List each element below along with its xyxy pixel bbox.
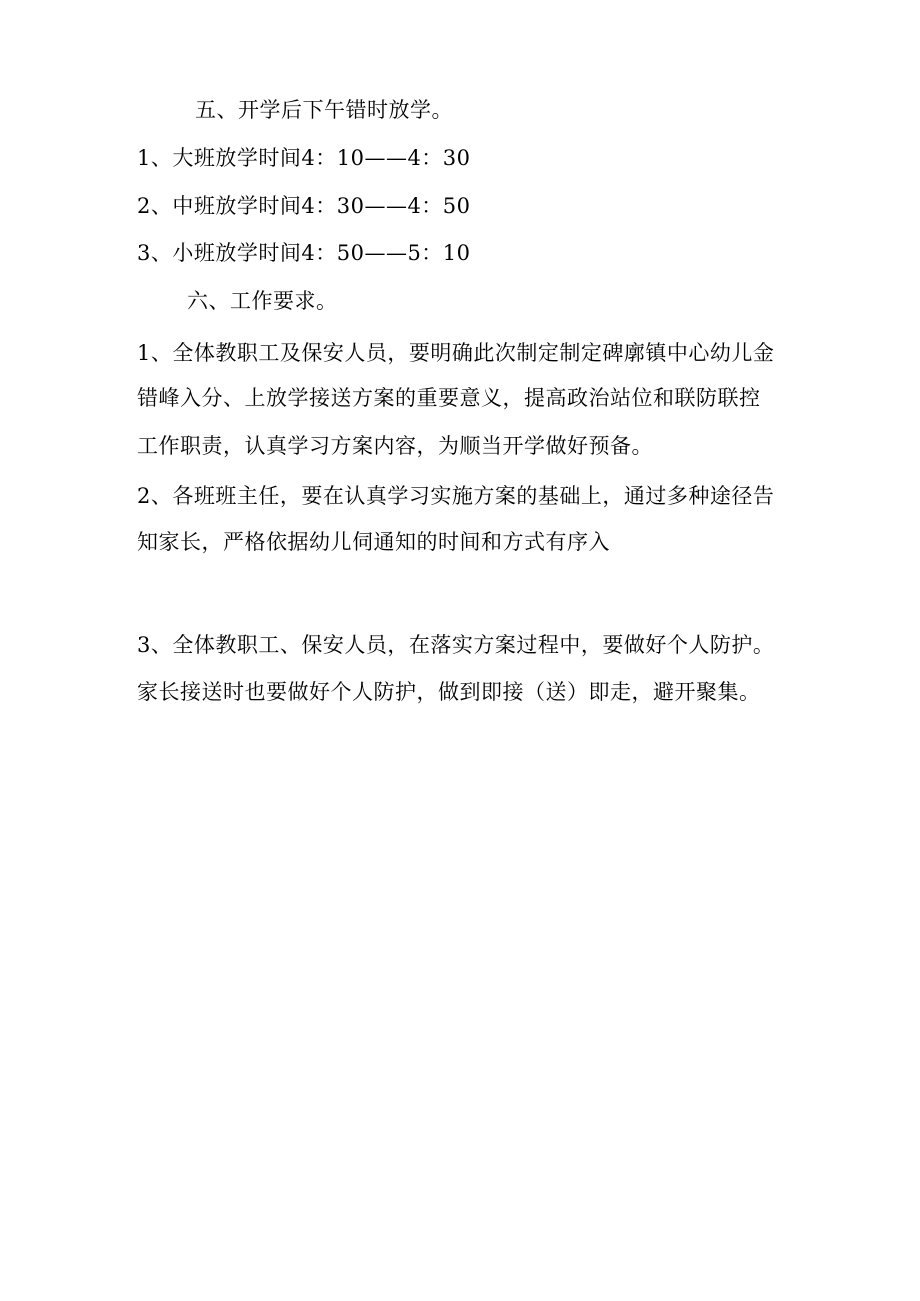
requirement-1-line-2: 错峰入分、上放学接送方案的重要意义，提高政治站位和联防联控 [137, 386, 761, 410]
section-6-heading: 六、工作要求。 [187, 289, 338, 313]
requirement-1-line-3: 工作职责，认真学习方案内容，为顺当开学做好预备。 [137, 434, 653, 458]
requirement-2-line-2: 知家长，严格依据幼儿伺通知的时间和方式有序入 [137, 530, 610, 554]
requirement-2-line-1: 2、各班班主任，要在认真学习实施方案的基础上，通过多种途径告 [137, 484, 775, 508]
dismissal-time-middle-class: 2、中班放学时间4：30——4：50 [137, 194, 471, 218]
dismissal-time-large-class: 1、大班放学时间4：10——4：30 [137, 146, 471, 170]
requirement-1-line-1: 1、全体教职工及保安人员，要明确此次制定制定碑廓镇中心幼儿金 [137, 341, 775, 365]
requirement-3-line-2: 家长接送时也要做好个人防护，做到即接（送）即走，避开聚集。 [137, 680, 761, 704]
dismissal-time-small-class: 3、小班放学时间4：50——5：10 [137, 241, 471, 265]
requirement-3-line-1: 3、全体教职工、保安人员，在落实方案过程中，要做好个人防护。 [137, 633, 775, 657]
section-5-heading: 五、开学后下午错时放学。 [195, 98, 453, 122]
